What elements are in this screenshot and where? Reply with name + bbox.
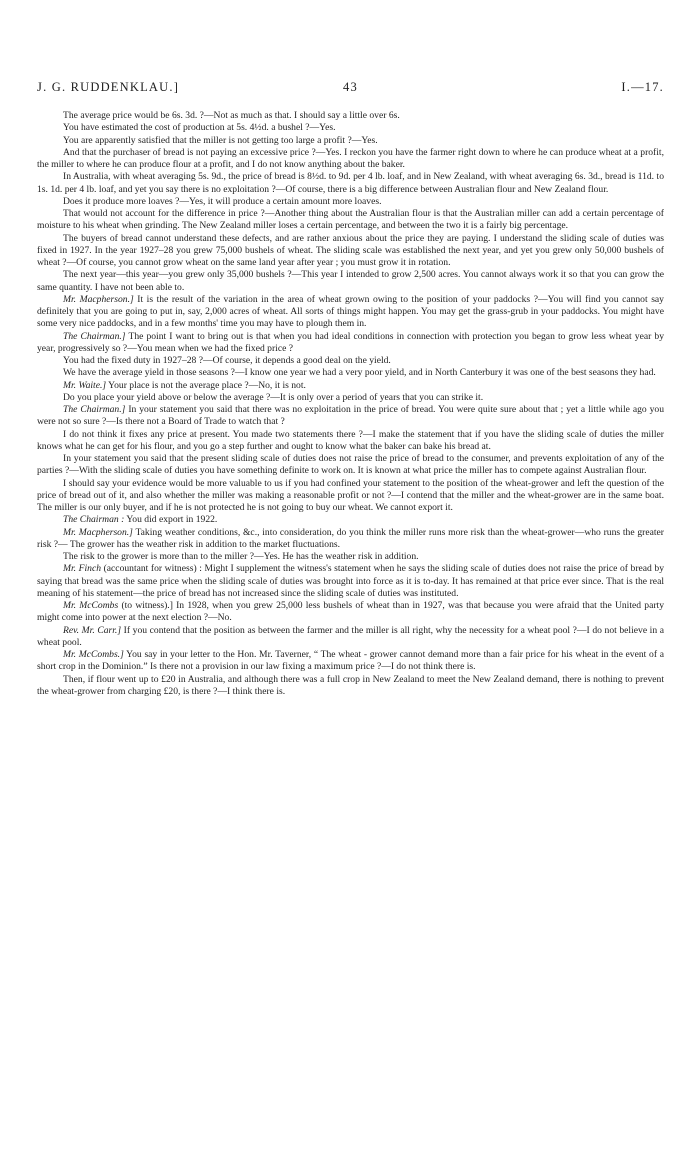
paragraph <box>37 478 664 515</box>
page-number: 43 <box>343 80 358 94</box>
paragraph-text: In Australia, with wheat averaging 5s. 9d., the price of bread is 8½d. to 9d. per 4 lb. loaf, and in New Zealand, with wheat averaging 6s. 3d., bread is 11d. to 1s. 1d. per 4 lb. loaf, and yet you say there is no exploitation ?—Of course, there is a big difference between Australian flour and New Zealand flour. <box>37 171 664 195</box>
paragraph <box>37 171 664 196</box>
paragraph <box>37 269 664 294</box>
paragraph <box>37 600 664 625</box>
paragraph <box>37 380 664 392</box>
speaker-name: Rev. Mr. Carr.] <box>63 624 122 636</box>
paragraph <box>37 404 664 429</box>
speaker-name: Mr. McCombs.] <box>63 649 124 660</box>
paragraph-text: The buyers of bread cannot understand these defects, and are rather anxious about the price they are paying. I understand the sliding scale of duties was fixed in 1927. In the year 1927–28 you grew 75,000 bushels of wheat. The sliding scale was established the next year, and yet you grew only 50,000 bushels of wheat ?—Of course, you cannot grow wheat on the same land year after year ; you must grow it in rotation. <box>37 232 664 268</box>
paragraph <box>37 122 664 134</box>
paragraph-text: You had the fixed duty in 1927–28 ?—Of course, it depends a good deal on the yield. <box>63 355 391 366</box>
paragraph <box>37 147 664 172</box>
paragraph-text: I do not think it fixes any price at present. You made two statements there ?—I make the statement that if you have the sliding scale of duties the miller knows what he can get for his flour, and you go a step further and ought to know what the baker can bake his bread at. <box>37 428 664 452</box>
paragraph <box>37 674 664 699</box>
paragraph <box>37 514 664 526</box>
speaker-name: The Chairman.] <box>63 404 126 415</box>
paragraph <box>37 110 664 122</box>
paragraph-text: The next year—this year—you grew only 35,000 bushels ?—This year I intended to grow 2,500 acres. You cannot always work it so that you can grow the same quantity. I have not been able to. <box>37 269 664 293</box>
paragraph <box>37 453 664 478</box>
speaker-name: Mr. Waite.] <box>63 379 107 391</box>
paragraph <box>37 294 664 331</box>
paragraph-text: The average price would be 6s. 3d. ?—Not as much as that. I should say a little over 6s. <box>63 110 400 121</box>
speaker-name: Mr. McCombs <box>63 600 119 611</box>
paragraph-text: Taking weather conditions, &c., into consideration, do you think the miller runs more risk than the wheat-grower—who runs the greater risk ?— The grower has the weather risk in addition to the market fluctuations. <box>37 526 664 550</box>
paragraph-text: (to witness).] In 1928, when you grew 25,000 less bushels of wheat than in 1927, was that because you were afraid that the United party might come into power at the next election ?—No. <box>37 600 664 624</box>
paragraph-text: (accountant for witness) : Might I supplement the witness's statement when he says the sliding scale of duties does not raise the price of bread by saying that bread was the same price when the sliding scale of duties was brought into force as it is to-day. It has remained at that price ever since. That is the real meaning of his statement—the price of bread has not increased since the sliding scale of duties was instituted. <box>37 563 664 599</box>
speaker-name: Mr. Macpherson.] <box>63 293 134 305</box>
paragraph-text: We have the average yield in those seasons ?—I know one year we had a very poor yield, and in North Canterbury it was one of the best seasons they had. <box>63 367 656 379</box>
paragraph <box>37 135 664 147</box>
speaker-name: Mr. Finch <box>63 563 102 575</box>
paragraph <box>37 563 664 600</box>
paragraph-text: I should say your evidence would be more valuable to us if you had confined your statement to the position of the wheat-grower and left the question of the price of bread out of it, and also whether the miller was making a reasonable profit or not ?—I contend that the miller and the wheat-grower are in the same boat. The miller is our only buyer, and if he is not protected he is not going to buy our wheat. We cannot export it. <box>37 477 664 513</box>
speaker-name: The Chairman.] <box>63 330 126 342</box>
paragraph-text: The point I want to bring out is that when you had ideal conditions in connection with protection you began to grow less wheat year by year, progressively so ?—You mean when we had the fixed price ? <box>37 330 664 354</box>
paragraph <box>37 527 664 552</box>
paragraph <box>37 367 664 379</box>
paragraph <box>37 625 664 650</box>
paragraph-text: That would not account for the difference in price ?—Another thing about the Australian flour is that the Australian miller can add a certain percentage of moisture to his wheat when grinding. The New Zealand miller loses a certain percentage, and between the two it is a fairly big percentage. <box>37 208 664 232</box>
document-body <box>37 110 664 698</box>
speaker-name: Mr. Macpherson.] <box>63 526 133 538</box>
paragraph <box>37 233 664 270</box>
paragraph-text: The risk to the grower is more than to the miller ?—Yes. He has the weather risk in addition. <box>63 551 419 562</box>
paragraph <box>37 355 664 367</box>
paragraph <box>37 331 664 356</box>
paragraph-text: Your place is not the average place ?—No, it is not. <box>108 379 306 391</box>
paragraph <box>37 649 664 674</box>
paragraph-text: If you contend that the position as between the farmer and the miller is all right, why the necessity for a wheat pool ?—I do not believe in a wheat pool. <box>37 624 664 648</box>
header-witness-name: J. G. RUDDENKLAU.] <box>37 80 180 94</box>
page-header <box>37 80 664 96</box>
paragraph-text: Do you place your yield above or below the average ?—It is only over a period of years that you can strike it. <box>63 391 484 403</box>
document-reference: I.—17. <box>621 80 664 94</box>
paragraph-text: It is the result of the variation in the area of wheat grown owing to the position of your paddocks ?—You will find you cannot say definitely that you are going to put in, say, 2,000 acres of wheat. All sorts of things might happen. You may get the grass-grub in your paddocks. You might have some very nice paddocks, and in a few months' time you may have to plough them in. <box>37 293 664 330</box>
paragraph-text: In your statement you said that the present sliding scale of duties does not raise the price of bread to the consumer, and prevents exploitation of any of the parties ?—With the sliding scale of duties you have something definite to work on. It is known at what price the miller has to compete against Australian flour. <box>37 453 664 477</box>
paragraph-text: You did export in 1922. <box>126 514 218 526</box>
paragraph <box>37 392 664 404</box>
paragraph-text: And that the purchaser of bread is not paying an excessive price ?—Yes. I reckon you have the farmer right down to where he can produce wheat at a profit, the miller to where he can produce flour at a profit, and I do not know anything about the baker. <box>37 146 664 170</box>
paragraph-text: You have estimated the cost of production at 5s. 4½d. a bushel ?—Yes. <box>63 122 336 134</box>
paragraph-text: Then, if flour went up to £20 in Australia, and although there was a full crop in New Zealand to meet the New Zealand demand, there is nothing to prevent the wheat-grower from charging £20, is there ?—I think there is. <box>37 673 664 697</box>
paragraph-text: You are apparently satisfied that the miller is not getting too large a profit ?—Yes. <box>63 134 378 146</box>
paragraph <box>37 551 664 563</box>
paragraph-text: Does it produce more loaves ?—Yes, it will produce a certain amount more loaves. <box>63 195 382 207</box>
paragraph-text: You say in your letter to the Hon. Mr. Taverner, “ The wheat - grower cannot demand more than a fair price for his wheat in the event of a short crop in the Dominion.” Is there not a provision in our law fixing a maximum price ?—I do not think there is. <box>37 649 664 673</box>
paragraph <box>37 429 664 454</box>
paragraph <box>37 208 664 233</box>
paragraph-text: In your statement you said that there was no exploitation in the price of bread. You were quite sure about that ; yet a little while ago you were not so sure ?—Is there not a Board of Trade to watch that ? <box>37 404 664 428</box>
speaker-name: The Chairman : <box>63 514 125 526</box>
paragraph <box>37 196 664 208</box>
